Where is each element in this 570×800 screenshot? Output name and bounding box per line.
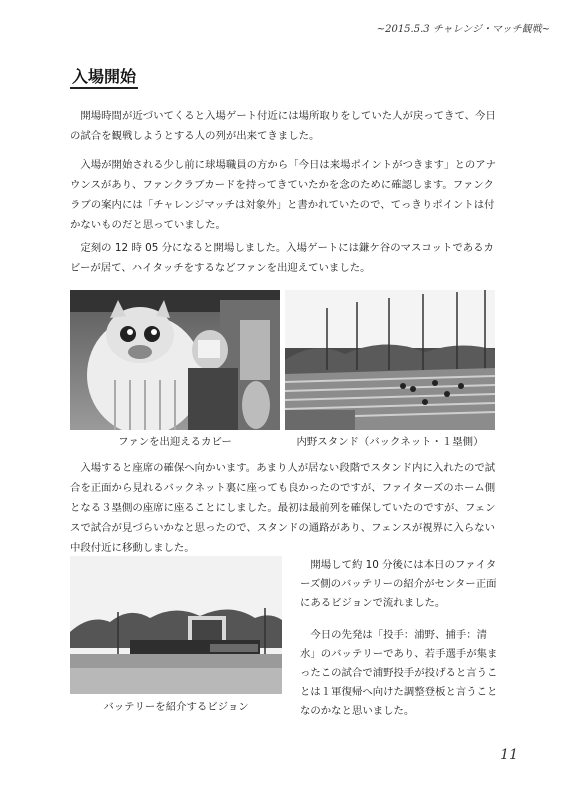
vision-photo bbox=[70, 556, 282, 694]
stand-photo-image bbox=[285, 290, 495, 430]
page-number: 11 bbox=[500, 747, 518, 763]
paragraph-2: 入場が開始される少し前に球場職員の方から「今日は来場ポイントがつきます」とのアナウンスがあり、ファンクラブカードを持ってきていたかを念のために確認します。ファンクラブの案内には「チャレンジマッチは対象外」と書かれていたので、てっきりポイントは付かないものだと思っていました。 bbox=[70, 159, 497, 231]
mascot-photo-caption: ファンを出迎えるカビー bbox=[118, 436, 232, 448]
vision-photo-image bbox=[70, 556, 282, 694]
mascot-photo bbox=[70, 290, 280, 430]
side-paragraph-2: 今日の先発は「投手：浦野、捕手：清水」のバッテリーであり、若手選手が集まったこの試合で浦野投手が投げると言うことは１軍復帰へ向けた調整登板と言うことなのかなと思いました。 bbox=[300, 629, 498, 717]
section-title: 入場開始 bbox=[70, 68, 138, 89]
paragraph-1: 開場時間が近づいてくると入場ゲート付近には場所取りをしていた人が戻ってきて、今日の試合を観戦しようとする人の列が出来てきました。 bbox=[70, 110, 496, 142]
side-paragraph-1: 開場して約 10 分後には本日のファイターズ側のバッテリーの紹介がセンター正面にあるビジョンで流れました。 bbox=[300, 559, 497, 609]
stand-photo-caption: 内野スタンド（バックネット・１塁側） bbox=[296, 436, 484, 448]
stand-photo bbox=[285, 290, 495, 430]
mascot-photo-image bbox=[70, 290, 280, 430]
paragraph-3: 定刻の 12 時 05 分になると開場しました。入場ゲートには鎌ケ谷のマスコットであるカビーが居て、ハイタッチをするなどファンを出迎えていました。 bbox=[70, 242, 494, 274]
vision-photo-caption: バッテリーを紹介するビジョン bbox=[103, 701, 249, 713]
paragraph-4: 入場すると座席の確保へ向かいます。あまり人が居ない段階でスタンド内に入れたので試合を正面から見れるバックネット裏に座っても良かったのですが、ファイターズのホーム側となる３塁側の座席に座ることにしました。最初は最前列を確保していたのですが、フェンスで試合が見づらいかなと思ったので、スタンドの通路があり、フェンスが視界に入らない中段付近に移動しました。 bbox=[70, 462, 496, 554]
running-header: ~2015.5.3 チャレンジ・マッチ観戦~ bbox=[376, 24, 550, 35]
